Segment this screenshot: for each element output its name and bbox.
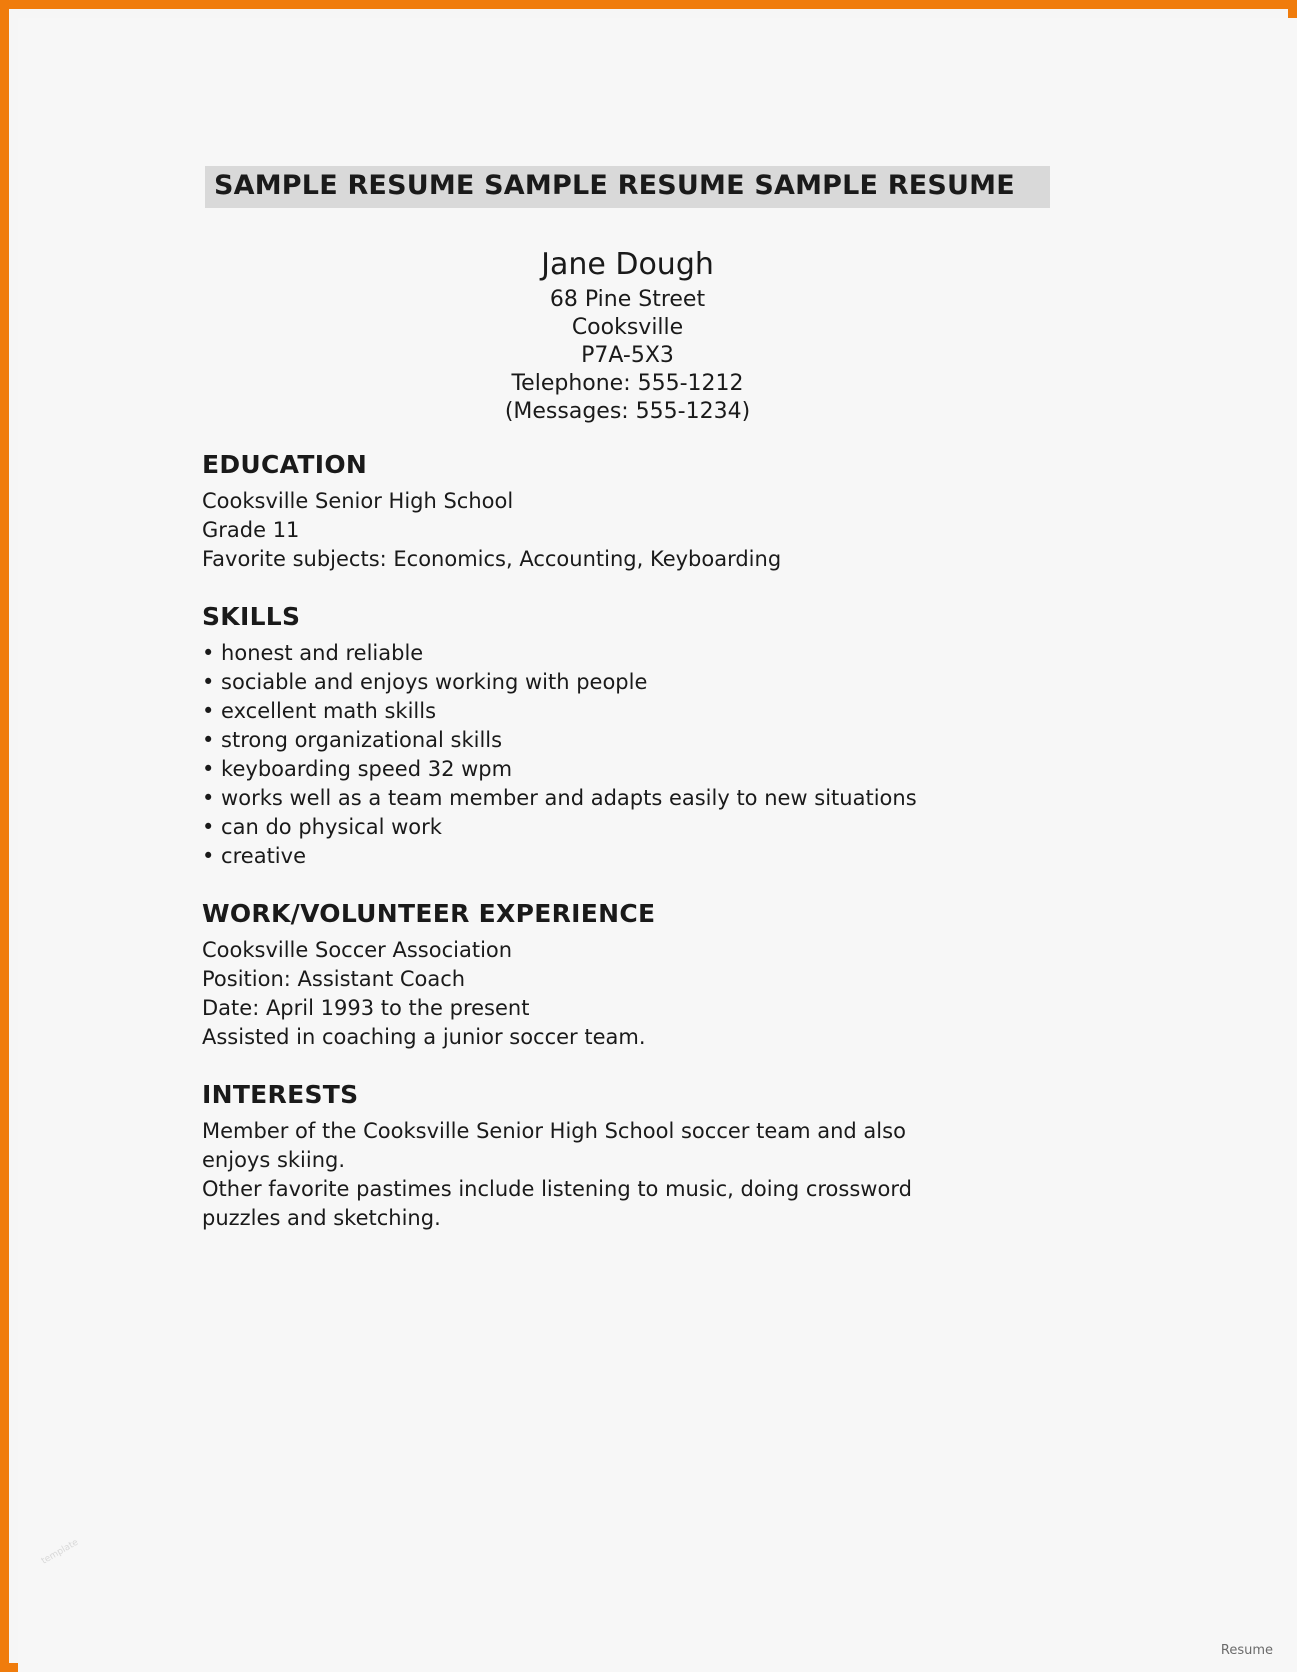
section-line: Other favorite pastimes include listening to music, doing crossword <box>202 1177 912 1201</box>
banner-title: SAMPLE RESUME SAMPLE RESUME SAMPLE RESUME <box>214 170 1015 201</box>
section-heading: EDUCATION <box>202 450 368 479</box>
contact-address: 68 Pine Street <box>549 287 706 312</box>
section-line: Favorite subjects: Economics, Accounting, Keyboarding <box>202 547 782 571</box>
section-work-volunteer-experience <box>202 899 1082 1052</box>
resume-document <box>18 18 1297 1672</box>
section-interests <box>202 1080 1082 1233</box>
section-line: Grade 11 <box>202 518 300 542</box>
section-heading: WORK/VOLUNTEER EXPERIENCE <box>202 899 656 928</box>
footer-label: Resume <box>1220 1643 1273 1658</box>
section-line: Member of the Cooksville Senior High School soccer team and also <box>202 1119 906 1143</box>
contact-messages: (Messages: 555-1234) <box>504 399 751 424</box>
section-education <box>202 450 1082 574</box>
section-skills <box>202 602 1082 871</box>
resume-body <box>202 450 1082 1261</box>
list-item: • excellent math skills <box>202 699 437 723</box>
section-heading: INTERESTS <box>202 1080 359 1109</box>
contact-telephone: Telephone: 555-1212 <box>511 371 744 396</box>
list-item: • works well as a team member and adapts easily to new situations <box>202 786 917 810</box>
section-line: Position: Assistant Coach <box>202 967 466 991</box>
contact-city: Cooksville <box>571 315 684 340</box>
contact-postal-code: P7A-5X3 <box>581 343 674 368</box>
section-line: Date: April 1993 to the present <box>202 996 530 1020</box>
contact-block <box>205 246 1050 426</box>
list-item: • strong organizational skills <box>202 728 503 752</box>
list-item: • keyboarding speed 32 wpm <box>202 757 513 781</box>
section-line: Cooksville Senior High School <box>202 489 514 513</box>
section-line: enjoys skiing. <box>202 1148 346 1172</box>
list-item: • can do physical work <box>202 815 442 839</box>
section-heading: SKILLS <box>202 602 301 631</box>
list-item: • creative <box>202 844 306 868</box>
section-line: Assisted in coaching a junior soccer team. <box>202 1025 646 1049</box>
section-line: puzzles and sketching. <box>202 1206 441 1230</box>
section-line: Cooksville Soccer Association <box>202 938 513 962</box>
list-item: • sociable and enjoys working with people <box>202 670 648 694</box>
watermark: template <box>40 1537 81 1567</box>
applicant-name: Jane Dough <box>541 247 714 282</box>
page-inner-surface <box>18 18 1297 1672</box>
list-item: • honest and reliable <box>202 641 424 665</box>
